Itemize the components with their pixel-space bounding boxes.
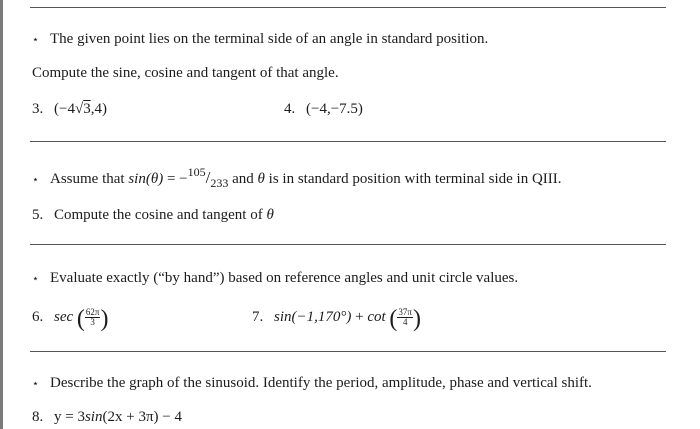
problem-3 (32, 101, 107, 118)
section1-instruction: The given point lies on the terminal side of an angle in standard position. (50, 31, 489, 47)
left-edge-bar (0, 0, 3, 429)
problem-7-denominator: 4 (402, 317, 408, 328)
section3-instruction-row (32, 270, 518, 287)
problem-3-radicand: 3 (83, 101, 91, 117)
problem-6-func: sec (54, 309, 74, 325)
section4-instruction: Describe the graph of the sinusoid. Identify the period, amplitude, phase and vertical shift. (50, 375, 592, 391)
problem-8-lhs: y = 3 (54, 409, 85, 425)
problem-7-func1: sin(−1,170°) (274, 309, 352, 325)
problem-4-expr: (−4,−7.5) (306, 101, 363, 117)
problem-8 (32, 409, 182, 426)
problem-7-fraction (397, 308, 413, 327)
problem-6-numerator: 62π (85, 307, 100, 318)
problem-3-number: 3. (32, 101, 44, 117)
problem-6 (32, 306, 108, 333)
problem-6-fraction (85, 308, 101, 327)
text-and: and (232, 171, 254, 187)
section4-instruction-row (32, 375, 592, 392)
problem-6-number: 6. (32, 309, 44, 325)
fraction-slash: / (205, 168, 211, 187)
problem-3-open: (−4√ (54, 101, 84, 117)
problem-7-func2: cot (367, 309, 386, 325)
section1-task: Compute the sine, cosine and tangent of that angle. (32, 65, 339, 81)
problem-4-number: 4. (284, 101, 296, 117)
problem-5 (32, 207, 274, 224)
text-rest: is in standard position with terminal side in QIII. (268, 171, 562, 187)
divider-1 (30, 141, 666, 142)
bullet-star-icon: ⋆ (32, 273, 39, 285)
problem-8-rhs: (2x + 3π) − 4 (102, 409, 182, 425)
fraction-numerator: 105 (187, 165, 206, 179)
section1-instruction-row (32, 31, 488, 48)
sin-theta: sin(θ) (128, 171, 164, 187)
bullet-star-icon: ⋆ (32, 34, 39, 46)
problem-4 (284, 101, 363, 118)
problem-8-func: sin (84, 409, 103, 425)
bullet-star-icon: ⋆ (32, 378, 39, 390)
problem-7-numerator: 37π (398, 307, 412, 318)
paren-open: ( (76, 306, 85, 332)
paren-open: ( (389, 306, 398, 332)
problem-5-number: 5. (32, 207, 44, 223)
paren-close: ) (100, 306, 109, 332)
problem-3-close: ,4) (90, 101, 107, 117)
fraction-denominator: 233 (210, 176, 229, 190)
problem-8-number: 8. (32, 409, 44, 425)
problem-5-text: Compute the cosine and tangent of (54, 207, 263, 223)
section2-instruction-row (32, 165, 562, 190)
text-assume: Assume that (50, 171, 125, 187)
problem-6-denominator: 3 (90, 317, 95, 328)
divider-2 (30, 244, 666, 245)
problem-5-theta: θ (266, 207, 274, 223)
paren-close: ) (412, 306, 421, 332)
divider-top (30, 7, 666, 8)
problem-7-number: 7. (252, 309, 264, 325)
problem-7-plus: + (355, 309, 364, 325)
bullet-star-icon: ⋆ (32, 174, 39, 186)
theta-symbol: θ (257, 171, 265, 187)
divider-3 (30, 351, 666, 352)
section3-instruction: Evaluate exactly (“by hand”) based on reference angles and unit circle values. (50, 270, 519, 286)
problem-7 (252, 306, 421, 333)
equals-minus: = − (166, 171, 188, 187)
